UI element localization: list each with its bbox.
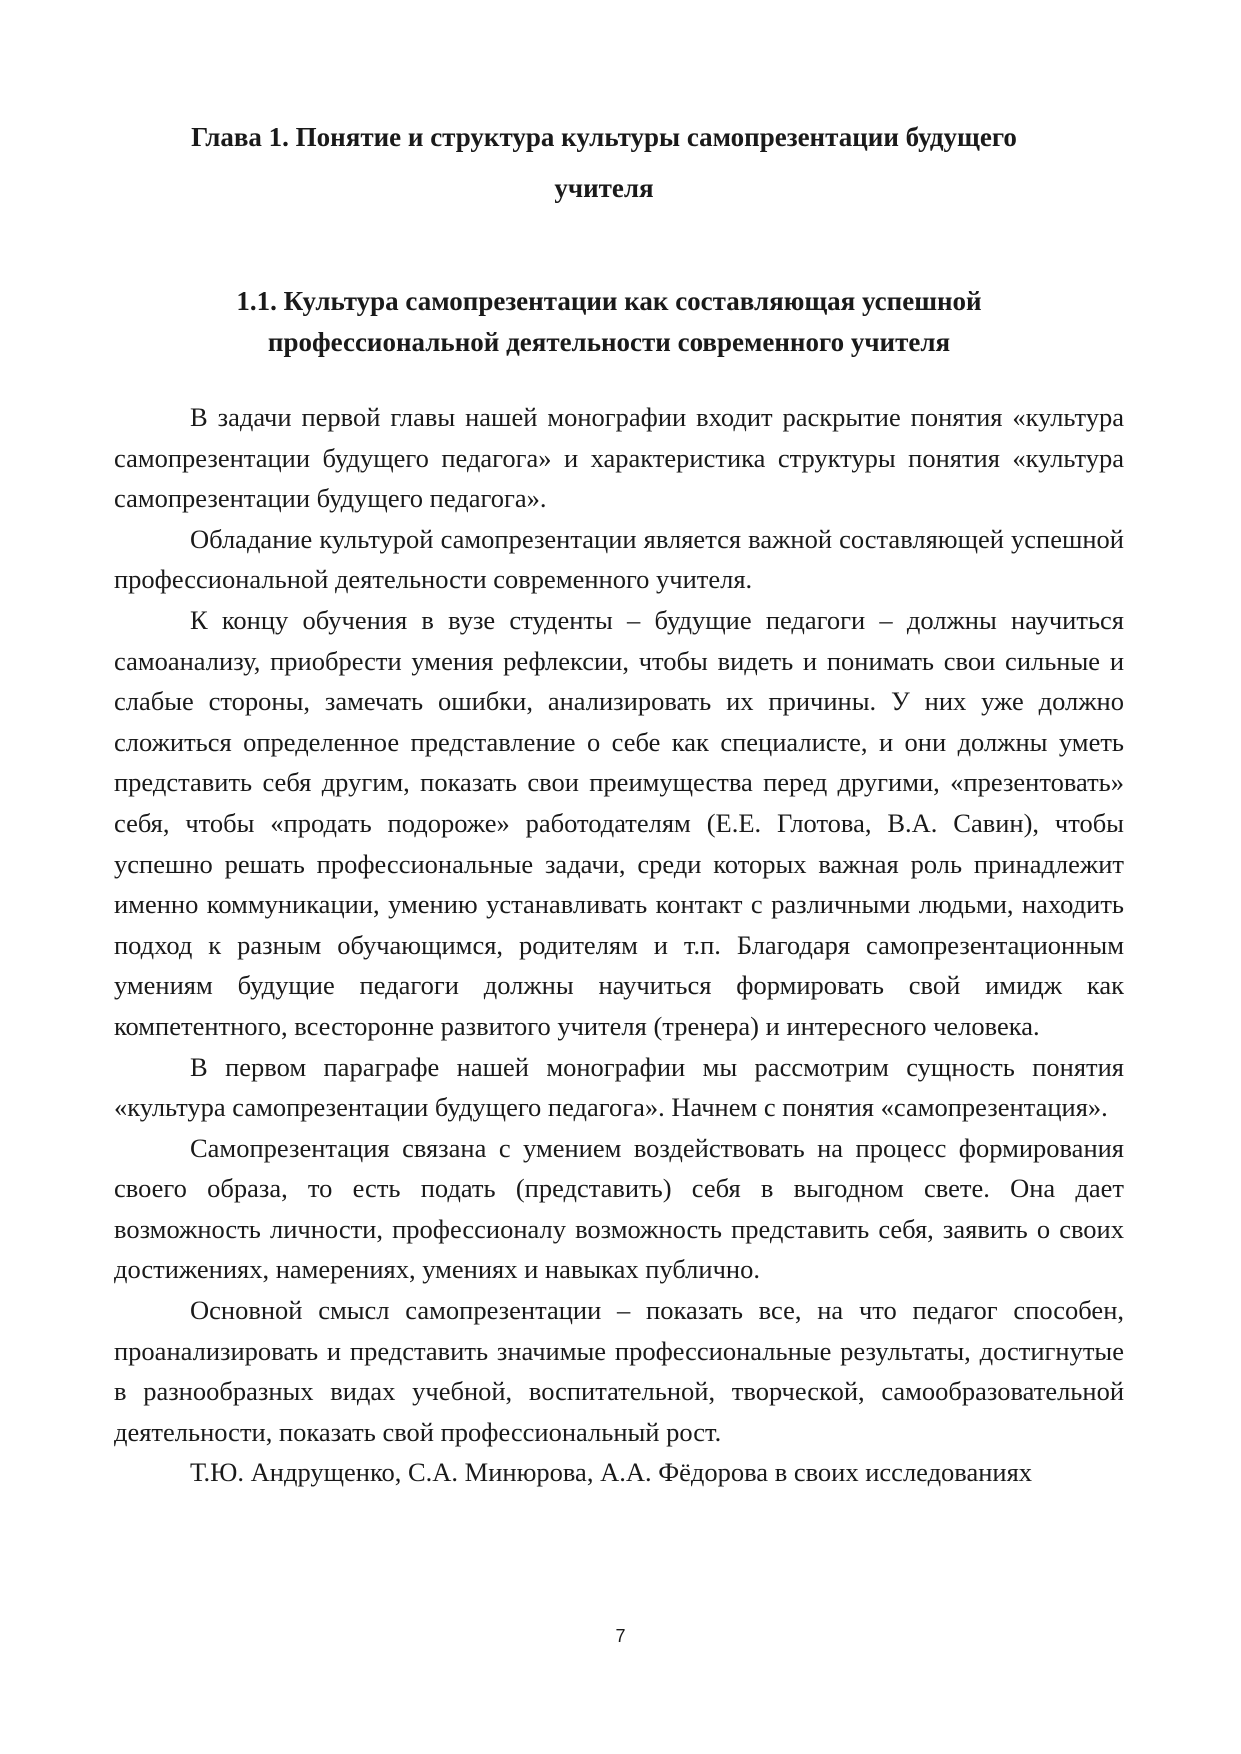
paragraph: Самопрезентация связана с умением воздействовать на процесс формирования своего образа, то есть подать (представить) себя в выгодном свете. Она дает возможность личности, профессионалу возможность представить себя, заявить о своих достижениях, намерениях, умениях и навыках публично. xyxy=(114,1132,1124,1285)
body-text xyxy=(114,397,1124,1493)
section-title: 1.1. Культура самопрезентации как составляющая успешной профессиональной деятельности современного учителя xyxy=(236,286,982,357)
page-number: 7 xyxy=(615,1626,626,1646)
paragraph: Основной смысл самопрезентации – показать все, на что педагог способен, проанализировать и представить значимые профессиональные результаты, достигнутые в разнообразных видах учебной, воспитательной, творческой, самообразовательной деятельности, показать свой профессиональный рост. xyxy=(114,1295,1124,1447)
page-content xyxy=(114,112,1124,1493)
paragraph: В первом параграфе нашей монографии мы рассмотрим сущность понятия «культура самопрезентации будущего педагога». Начнем с понятия «самопрезентация». xyxy=(114,1051,1124,1123)
chapter-title: Глава 1. Понятие и структура культуры самопрезентации будущего учителя xyxy=(191,122,1017,203)
paragraph: Обладание культурой самопрезентации является важной составляющей успешной профессиональной деятельности современного учителя. xyxy=(114,523,1124,595)
paragraph: В задачи первой главы нашей монографии входит раскрытие понятия «культура самопрезентации будущего педагога» и характеристика структуры понятия «культура самопрезентации будущего педагога». xyxy=(114,402,1124,514)
paragraph: К концу обучения в вузе студенты – будущие педагоги – должны научиться самоанализу, приобрести умения рефлексии, чтобы видеть и понимать свои сильные и слабые стороны, замечать ошибки, анализировать их причины. У них уже должно сложиться определенное представление о себе как специалисте, и они должны уметь представить себя другим, показать свои преимущества перед другими, «презентовать» себя, чтобы «продать подороже» работодателям (Е.Е. Глотова, В.А. Савин), чтобы успешно решать профессиональные задачи, среди которых важная роль принадлежит именно коммуникации, умению устанавливать контакт с различными людьми, находить подход к разным обучающимся, родителям и т.п. Благодаря самопрезентационным умениям будущие педагоги должны научиться формировать свой имидж как компетентного, всесторонне развитого учителя (тренера) и интересного человека. xyxy=(114,604,1124,1041)
paragraph: Т.Ю. Андрущенко, С.А. Минюрова, А.А. Фёдорова в своих исследованиях xyxy=(190,1457,1033,1488)
